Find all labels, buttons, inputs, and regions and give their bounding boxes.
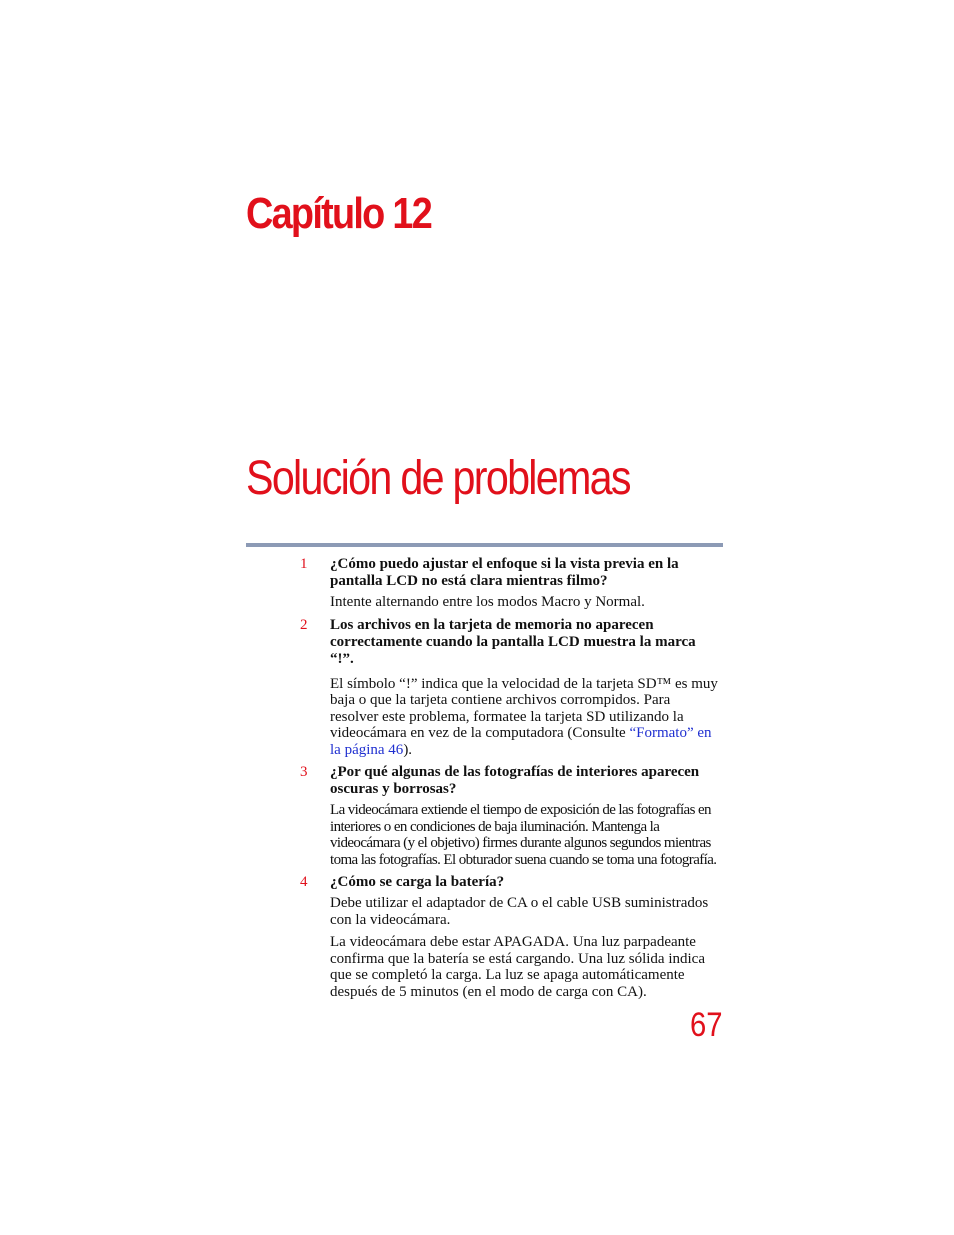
faq-number: 4 xyxy=(300,874,308,890)
faq-answer: La videocámara debe estar APAGADA. Una luz parpadeante confirma que la batería se está cargando. Una luz sólida indica que se completó la carga. La luz se apaga automáticamente después de 5 minutos (en el modo de carga con CA). xyxy=(330,934,705,1000)
faq-question: ¿Cómo se carga la batería? xyxy=(330,874,505,890)
faq-item-4 xyxy=(300,874,722,1000)
faq-answer: Intente alternando entre los modos Macro y Normal. xyxy=(330,594,645,610)
faq-item-3 xyxy=(300,764,722,868)
answer-text: ). xyxy=(403,741,413,758)
answer-text: El símbolo “!” indica que la velocidad de la tarjeta SD™ es muy baja o que la tarjeta contiene archivos corrompidos. Para resolver este problema, formatee la tarjeta SD utilizando la videocámara en vez de la computadora (Consulte xyxy=(330,675,718,741)
chapter-label: Capítulo 12 xyxy=(246,189,432,238)
faq-question: ¿Cómo puedo ajustar el enfoque si la vista previa en la pantalla LCD no está clara mientras filmo? xyxy=(330,556,679,589)
faq-number: 3 xyxy=(300,764,308,780)
faq-question: ¿Por qué algunas de las fotografías de interiores aparecen oscuras y borrosas? xyxy=(330,764,700,797)
faq-item-2 xyxy=(300,617,722,759)
faq-item-1 xyxy=(300,556,722,611)
faq-number: 2 xyxy=(300,616,308,633)
page-number: 67 xyxy=(690,1006,723,1044)
chapter-title: Solución de problemas xyxy=(246,452,630,505)
faq-number: 1 xyxy=(300,556,308,572)
faq-answer xyxy=(330,676,722,759)
faq-question: Los archivos en la tarjeta de memoria no aparecen correctamente cuando la pantalla LCD muestra la marca “!”. xyxy=(330,616,696,667)
section-divider xyxy=(246,543,723,547)
faq-answer: La videocámara extiende el tiempo de exposición de las fotografías en interiores o en condiciones de baja iluminación. Mantenga la videocámara (y el objetivo) firmes durante algunos segundos mientras toma las fotografías. El obturador suena cuando se toma una fotografía. xyxy=(330,802,717,868)
faq-list xyxy=(300,556,722,1006)
cross-reference-link[interactable]: “Formato” en la página 46 xyxy=(330,725,712,758)
faq-answer: Debe utilizar el adaptador de CA o el cable USB suministrados con la videocámara. xyxy=(330,895,709,928)
